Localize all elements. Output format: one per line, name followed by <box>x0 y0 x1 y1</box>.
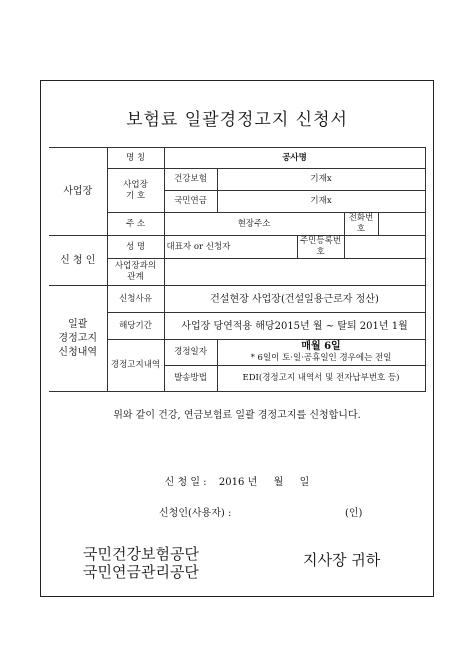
applicant-name-value: 대표자 or 신청자 <box>164 236 297 259</box>
application-table <box>49 147 426 392</box>
resident-id-value <box>344 236 425 259</box>
date-year-unit: 년 <box>247 477 258 488</box>
section-applicant: 신 청 인 <box>49 236 107 286</box>
reason-label: 신청사유 <box>107 286 164 313</box>
delivery-method-value: EDI(경정고지 내역서 및 전자납부번호 등) <box>217 366 425 392</box>
applicant-name-label: 성 명 <box>107 236 164 259</box>
phone-value <box>378 213 425 236</box>
business-name-label: 명 칭 <box>107 148 164 169</box>
date-day-unit: 일 <box>299 477 310 488</box>
form-title: 보험료 일괄경정고지 신청서 <box>126 110 348 130</box>
application-date-line <box>41 473 433 488</box>
details-label: 경정고지내역 <box>107 340 164 392</box>
resident-id-label: 주민등록번호 <box>297 236 344 259</box>
correction-date-note: * 6일이 토·일·공휴일인 경우에는 전일 <box>217 353 425 366</box>
delivery-method-label: 발송방법 <box>164 366 217 392</box>
business-symbol-label: 사업장 기 호 <box>107 169 164 213</box>
period-label: 해당기간 <box>107 313 164 340</box>
section-business: 사업장 <box>49 148 107 236</box>
period-value: 사업장 당연적용 해당2015년 월 ~ 탈퇴 201년 1월 <box>164 313 425 340</box>
national-pension-value: 기재x <box>217 191 425 213</box>
correction-date-value: 매월 6일 <box>217 340 425 353</box>
correction-date-label: 경정일자 <box>164 340 217 366</box>
org-national-pension: 국민연금관리공단 <box>83 563 199 581</box>
date-month-unit: 월 <box>273 477 284 488</box>
addressee: 지사장 귀하 <box>303 551 381 569</box>
reason-value: 건설현장 사업장(건설일용근로자 정산) <box>164 286 425 313</box>
seal-mark: (인) <box>345 508 363 519</box>
national-pension-label: 국민연금 <box>164 191 217 213</box>
relation-label: 사업장과의 관계 <box>107 259 164 286</box>
address-label: 주 소 <box>107 213 164 236</box>
applicant-signature-label: 신청인(사용자) : <box>159 508 232 519</box>
health-insurance-value: 기재x <box>217 169 425 191</box>
form-frame <box>40 80 434 597</box>
phone-label: 전화번호 <box>344 213 378 236</box>
application-statement: 위와 같이 건강, 연금보험료 일괄 경정고지를 신청합니다. <box>113 410 361 421</box>
date-prefix: 신 청 일 : <box>164 477 207 488</box>
org-health-insurance: 국민건강보험공단 <box>83 545 199 563</box>
address-value: 현장주소 <box>164 213 344 236</box>
date-year: 2016 <box>218 477 245 488</box>
section-request: 일괄 경정고지 신청내역 <box>49 286 107 392</box>
relation-value <box>164 259 425 286</box>
health-insurance-label: 건강보험 <box>164 169 217 191</box>
business-name-value: 공사명 <box>164 148 425 169</box>
